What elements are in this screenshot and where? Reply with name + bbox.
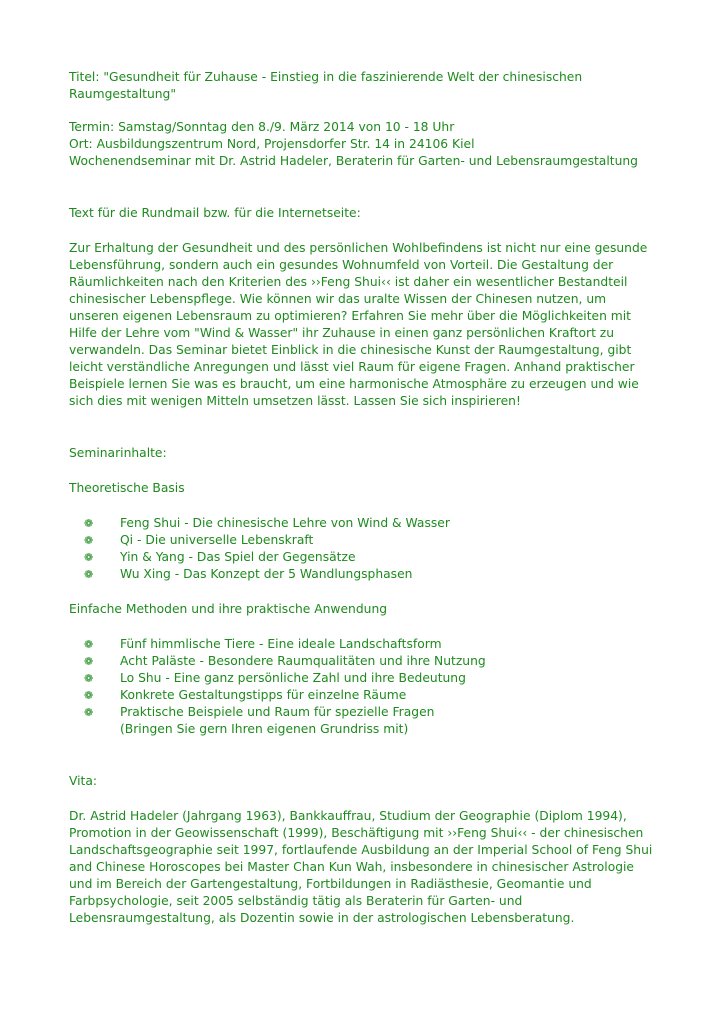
methods-note: (Bringen Sie gern Ihren eigenen Grundriss mit) <box>120 722 409 736</box>
theory-list <box>69 515 659 583</box>
flower-bullet-icon: ❁ <box>84 517 94 530</box>
list-item: ❁ Acht Paläste - Besondere Raumqualitäten und ihre Nutzung <box>84 654 486 668</box>
vita-paragraph: Dr. Astrid Hadeler (Jahrgang 1963), Bankkauffrau, Studium der Geographie (Diplom 1994), Promotion in der Geowissenschaft (1999), Beschäftigung mit ››Feng Shui‹‹ - der chinesischen Landschaftsgeographie seit 1997, fortlaufende Ausbildung an der Imperial School of Feng Shui and Chinese Horoscopes bei Master Chan Kun Wah, insbesondere in chinesischer Astrologie und im Bereich der Gartengestaltung, Fortbildungen in Radiästhesie, Geomantie und Farbpsychologie, seit 2005 selbständig tätig als Beraterin für Garten- und Lebensraumgestaltung, als Dozentin sowie in der astrologischen Lebensberatung. <box>69 809 653 925</box>
flower-bullet-icon: ❁ <box>84 672 94 685</box>
event-location: Ort: Ausbildungszentrum Nord, Projensdorfer Str. 14 in 24106 Kiel <box>69 137 475 151</box>
list-item: ❁ Qi - Die universelle Lebenskraft <box>84 533 314 547</box>
intro-paragraph: Zur Erhaltung der Gesundheit und des persönlichen Wohlbefindens ist nicht nur eine gesunde Lebensführung, sondern auch ein gesundes Wohnumfeld von Vorteil. Die Gestaltung der Räumlichkeiten nach den Kriterien des ››Feng Shui‹‹ ist daher ein wesentlicher Bestandteil chinesischer Lebenspflege. Wie können wir das uralte Wissen der Chinesen nutzen, um unseren eigenen Lebensraum zu optimieren? Erfahren Sie mehr über die Möglichkeiten mit Hilfe der Lehre vom "Wind & Wasser" ihr Zuhause in einen ganz persönlichen Kraftort zu verwandeln. Das Seminar bietet Einblick in die chinesische Kunst der Raumgestaltung, gibt leicht verständliche Anregungen und lässt viel Raum für eigene Fragen. Anhand praktischer Beispiele lernen Sie was es braucht, um eine harmonische Atmosphäre zu erzeugen und wie sich dies mit wenigen Mitteln umsetzen lässt. Lassen Sie sich inspirieren! <box>69 241 648 408</box>
flower-bullet-icon: ❁ <box>84 551 94 564</box>
flower-bullet-icon: ❁ <box>84 534 94 547</box>
list-item: ❁ Feng Shui - Die chinesische Lehre von Wind & Wasser <box>84 516 450 530</box>
theory-heading: Theoretische Basis <box>69 481 185 495</box>
event-details <box>69 119 659 170</box>
list-item: ❁ Wu Xing - Das Konzept der 5 Wandlungsphasen <box>84 567 413 581</box>
flower-bullet-icon: ❁ <box>84 568 94 581</box>
list-item: ❁ Yin & Yang - Das Spiel der Gegensätze <box>84 550 356 564</box>
flower-bullet-icon: ❁ <box>84 689 94 702</box>
document-page <box>69 69 659 927</box>
event-date: Termin: Samstag/Sonntag den 8./9. März 2014 von 10 - 18 Uhr <box>69 120 455 134</box>
list-item: ❁ Konkrete Gestaltungstipps für einzelne Räume <box>84 688 407 702</box>
methods-list <box>69 636 659 721</box>
seminar-contents-label: Seminarinhalte: <box>69 446 167 460</box>
flower-bullet-icon: ❁ <box>84 706 94 719</box>
flower-bullet-icon: ❁ <box>84 638 94 651</box>
document-title: Titel: "Gesundheit für Zuhause - Einstieg in die faszinierende Welt der chinesischen Raumgestaltung" <box>69 70 583 101</box>
list-item: ❁ Lo Shu - Eine ganz persönliche Zahl und ihre Bedeutung <box>84 671 466 685</box>
methods-heading: Einfache Methoden und ihre praktische Anwendung <box>69 602 388 616</box>
mail-label: Text für die Rundmail bzw. für die Internetseite: <box>69 206 361 220</box>
flower-bullet-icon: ❁ <box>84 655 94 668</box>
event-seminar: Wochenendseminar mit Dr. Astrid Hadeler, Beraterin für Garten- und Lebensraumgestaltung <box>69 154 638 168</box>
list-item: ❁ Fünf himmlische Tiere - Eine ideale Landschaftsform <box>84 637 442 651</box>
list-item: ❁ Praktische Beispiele und Raum für spezielle Fragen <box>84 705 435 719</box>
vita-label: Vita: <box>69 774 98 788</box>
